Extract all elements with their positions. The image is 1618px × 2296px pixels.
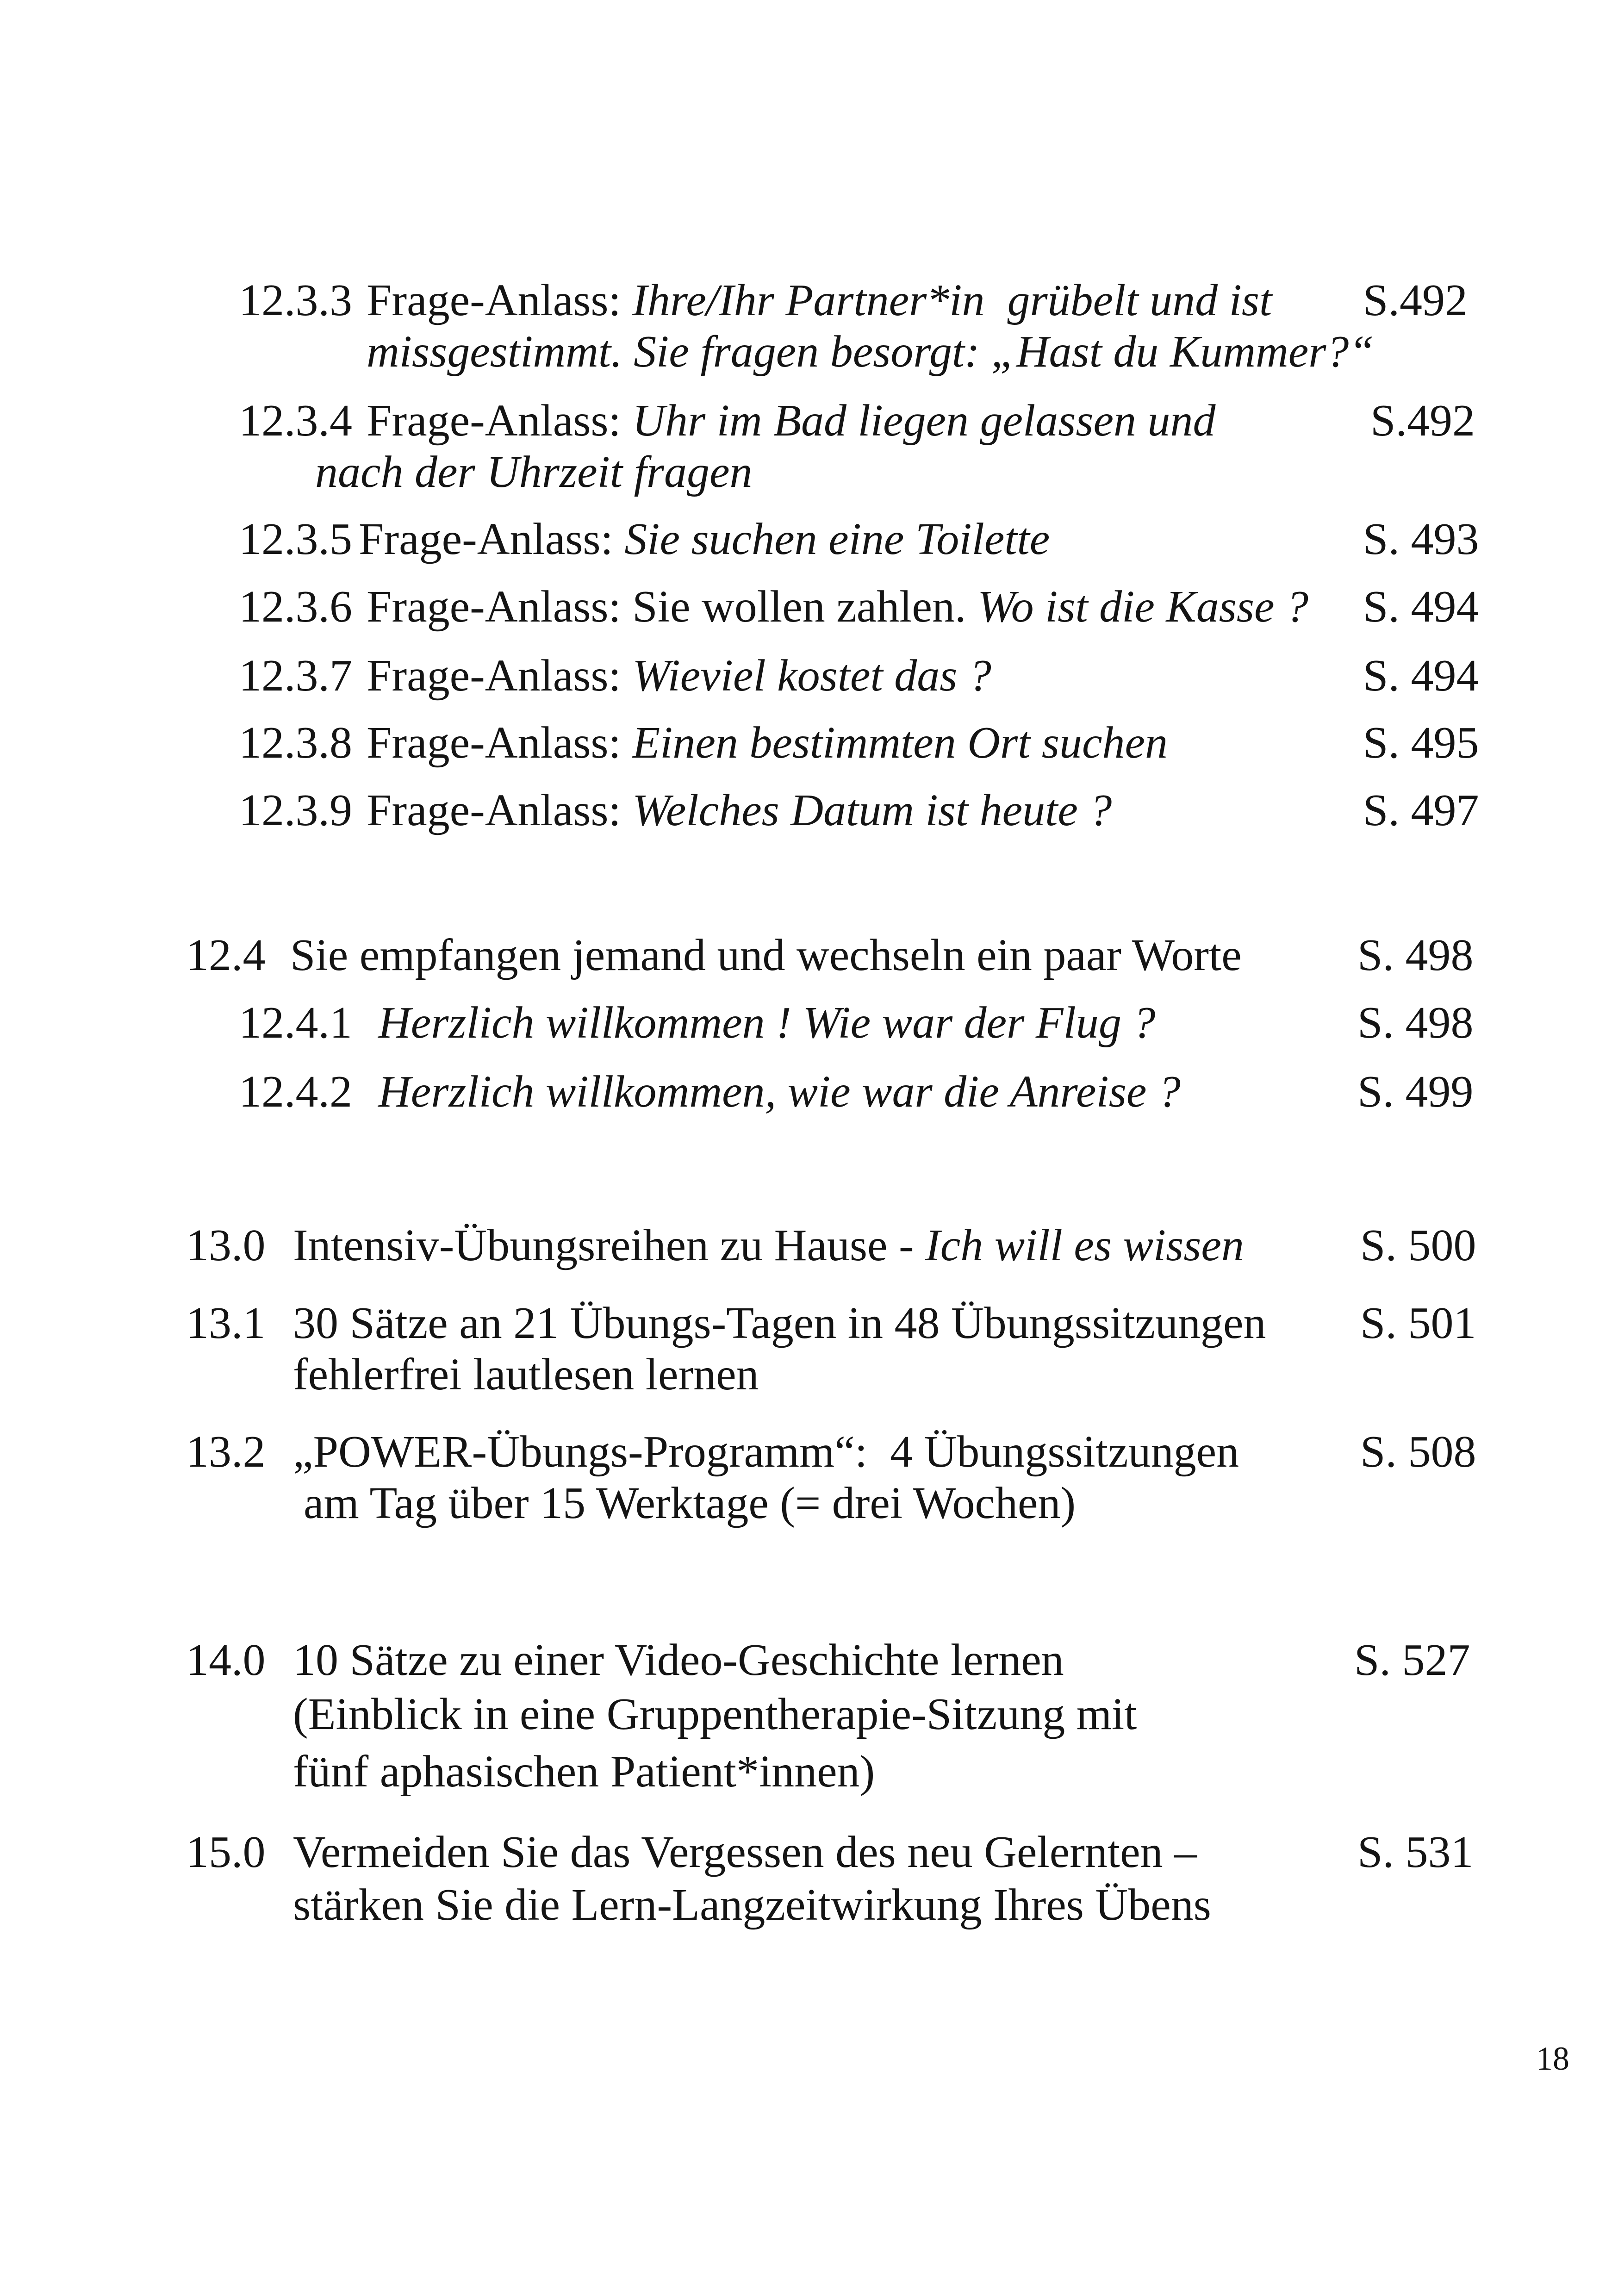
entry-page: S.492 [1370, 396, 1475, 446]
toc-entry-12-4-2 [0, 1064, 1618, 1119]
entry-title-italic: Wieviel kostet das ? [632, 651, 991, 701]
entry-title [367, 393, 1216, 448]
entry-page: S. 500 [1360, 1220, 1476, 1270]
entry-number: 15.0 [186, 1827, 266, 1877]
entry-title-continuation: fünf aphasischen Patient*innen) [293, 1747, 875, 1797]
entry-title: 10 Sätze zu einer Video-Geschichte lernen [293, 1635, 1064, 1685]
entry-title-regular: Frage-Anlass: [367, 785, 621, 835]
entry-number: 14.0 [186, 1635, 266, 1685]
entry-page: S. 508 [1360, 1427, 1476, 1477]
toc-entry-12-3-6 [0, 579, 1618, 634]
entry-title-continuation: fehlerfrei lautlesen lernen [293, 1350, 759, 1400]
entry-page: S. 501 [1360, 1298, 1476, 1348]
toc-entry-12-4 [0, 928, 1618, 983]
entry-title-italic: Uhr im Bad liegen gelassen und [632, 396, 1216, 446]
entry-title-italic: Welches Datum ist heute ? [632, 785, 1112, 835]
entry-number: 12.3.3 [239, 275, 352, 325]
entry-title-italic: Sie suchen eine Toilette [624, 514, 1050, 564]
entry-title-continuation: missgestimmt. Sie fragen besorgt: „Hast du Kummer?“ [367, 327, 1374, 377]
toc-entry-13-1 [0, 1296, 1618, 1350]
entry-title-italic: Ihre/Ihr Partner*in grübelt und ist [632, 275, 1272, 325]
entry-page: S. 527 [1354, 1635, 1470, 1685]
toc-entry-12-3-4-continuation [0, 445, 1618, 499]
entry-number: 12.3.9 [239, 785, 352, 835]
entry-title-italic: Herzlich willkommen, wie war die Anreise ? [378, 1067, 1181, 1117]
toc-entry-13-0 [0, 1218, 1618, 1273]
toc-entry-15-0 [0, 1825, 1618, 1879]
entry-title-italic: Wo ist die Kasse ? [977, 582, 1309, 632]
toc-entry-13-2-continuation [0, 1476, 1618, 1531]
toc-entry-12-4-1 [0, 996, 1618, 1050]
toc-entry-12-3-3-continuation [0, 324, 1618, 379]
entry-number: 12.3.4 [239, 396, 352, 446]
entry-page: S. 498 [1357, 930, 1474, 980]
toc-entry-12-3-3 [0, 273, 1618, 328]
entry-title-regular: Frage-Anlass: [367, 396, 621, 446]
entry-page: S. 498 [1357, 998, 1474, 1048]
entry-title: Vermeiden Sie das Vergessen des neu Gelernten – [293, 1827, 1197, 1877]
entry-title-regular: Frage-Anlass: [367, 651, 621, 701]
entry-number: 12.3.5 [239, 514, 352, 564]
entry-title [359, 512, 1050, 566]
toc-entry-12-3-7 [0, 648, 1618, 703]
entry-title: 30 Sätze an 21 Übungs-Tagen in 48 Übungssitzungen [293, 1298, 1266, 1348]
entry-page: S. 531 [1357, 1827, 1474, 1877]
entry-number: 12.3.8 [239, 718, 352, 768]
entry-number: 12.4.2 [239, 1067, 352, 1117]
toc-entry-13-2 [0, 1425, 1618, 1479]
toc-entry-12-3-8 [0, 716, 1618, 770]
toc-entry-12-3-5 [0, 512, 1618, 566]
entry-title [367, 783, 1112, 838]
entry-title-continuation: am Tag über 15 Werktage (= drei Wochen) [304, 1478, 1076, 1528]
entry-title-regular: Frage-Anlass: [359, 514, 613, 564]
toc-entry-13-1-continuation [0, 1347, 1618, 1402]
entry-number: 12.3.6 [239, 582, 352, 632]
entry-number: 13.1 [186, 1298, 266, 1348]
toc-entry-12-3-9 [0, 783, 1618, 838]
entry-number: 12.4.1 [239, 998, 352, 1048]
entry-title: „POWER-Übungs-Programm“: 4 Übungssitzungen [293, 1427, 1239, 1477]
toc-entry-14-0-continuation [0, 1687, 1618, 1742]
entry-title-regular: Frage-Anlass: Sie wollen zahlen. [367, 582, 966, 632]
entry-title [367, 716, 1168, 770]
entry-title: Sie empfangen jemand und wechseln ein paar Worte [290, 930, 1242, 980]
entry-title [367, 273, 1272, 328]
entry-page: S. 497 [1363, 785, 1479, 835]
toc-entry-15-0-continuation [0, 1878, 1618, 1932]
entry-number: 12.3.7 [239, 651, 352, 701]
entry-title-italic: Ich will es wissen [925, 1220, 1244, 1270]
entry-page: S. 494 [1363, 651, 1479, 701]
entry-title-italic: Herzlich willkommen ! Wie war der Flug ? [378, 998, 1156, 1048]
entry-title-italic: Einen bestimmten Ort suchen [632, 718, 1168, 768]
entry-title [367, 648, 991, 703]
page-number: 18 [1536, 2040, 1569, 2077]
entry-title-continuation: stärken Sie die Lern-Langzeitwirkung Ihres Übens [293, 1880, 1211, 1930]
entry-title [367, 579, 1308, 634]
entry-title-regular: Frage-Anlass: [367, 275, 621, 325]
toc-entry-14-0 [0, 1633, 1618, 1687]
entry-page: S. 499 [1357, 1067, 1474, 1117]
entry-title-regular: Intensiv-Übungsreihen zu Hause - [293, 1220, 914, 1270]
toc-entry-14-0-continuation-2 [0, 1744, 1618, 1799]
entry-number: 13.2 [186, 1427, 266, 1477]
entry-number: 13.0 [186, 1220, 266, 1270]
entry-page: S.492 [1363, 275, 1468, 325]
entry-page: S. 494 [1363, 582, 1479, 632]
entry-title-regular: Frage-Anlass: [367, 718, 621, 768]
toc-entry-12-3-4 [0, 393, 1618, 448]
entry-title-continuation: nach der Uhrzeit fragen [315, 447, 753, 497]
entry-title-continuation: (Einblick in eine Gruppentherapie-Sitzung mit [293, 1689, 1137, 1739]
entry-page: S. 493 [1363, 514, 1479, 564]
entry-title [293, 1218, 1244, 1273]
entry-page: S. 495 [1363, 718, 1479, 768]
entry-number: 12.4 [186, 930, 266, 980]
